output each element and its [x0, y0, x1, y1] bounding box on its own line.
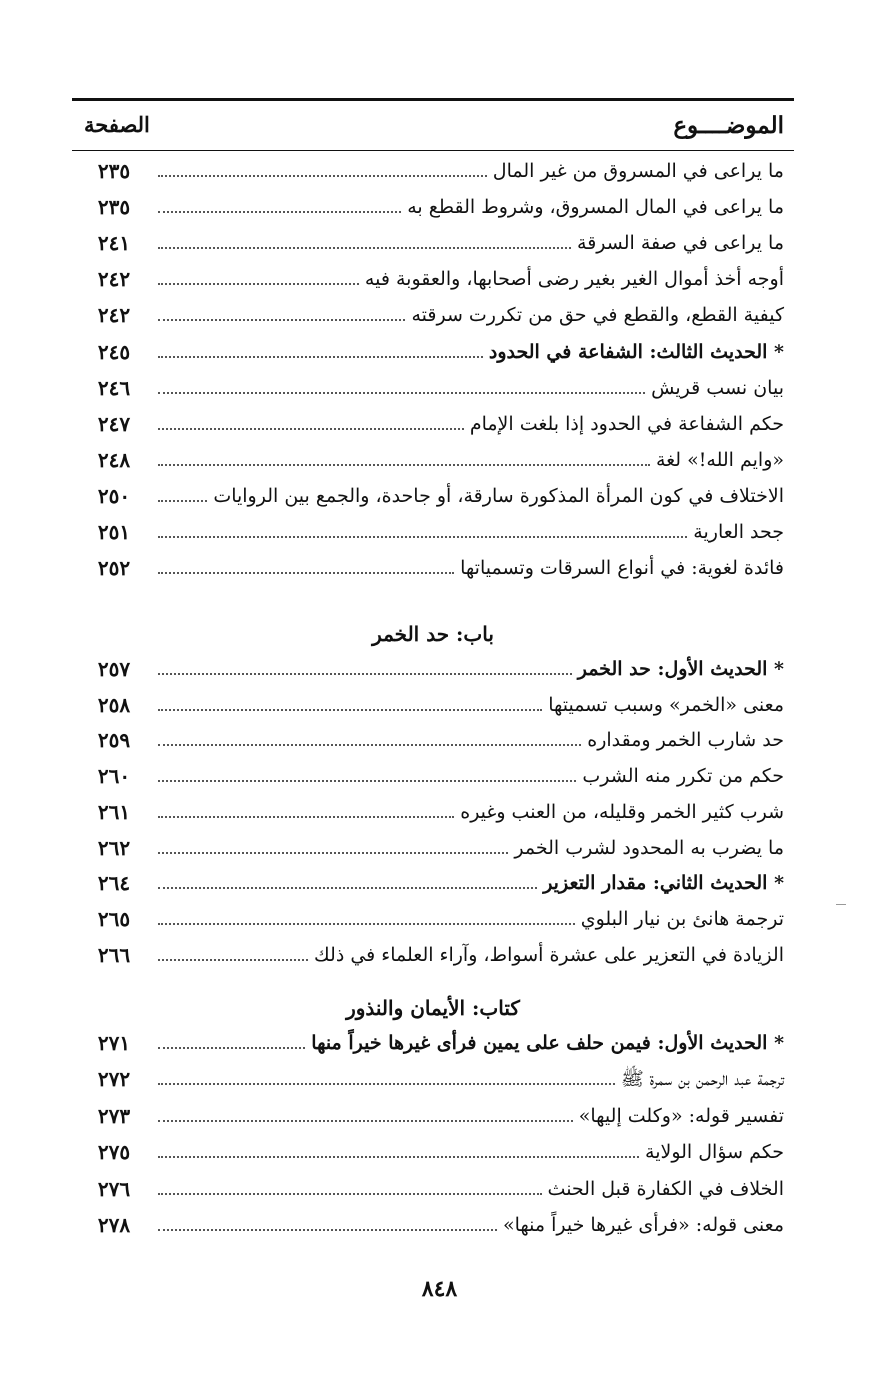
toc-page-number: ٢٧٦: [97, 1176, 131, 1201]
toc-row: [72, 1063, 794, 1097]
toc-entry-title: * الحديث الأول: فيمن حلف على يمين فرأى غيرها خيراً منها: [311, 1032, 784, 1054]
toc-entry-title: جحد العارية: [693, 521, 784, 543]
toc-page-number: ٢٧٨: [97, 1213, 131, 1237]
header-bottom-rule: [72, 150, 794, 151]
toc-row: [72, 336, 794, 370]
toc-entry-title: حكم من تكرر منه الشرب: [582, 765, 784, 788]
toc-entry: [152, 265, 784, 290]
margin-mark: [836, 904, 846, 905]
toc-page-number: ٢٧٢: [97, 1067, 131, 1092]
toc-page-number: ٢٣٥: [97, 159, 131, 183]
dot-leader: [158, 1029, 305, 1049]
toc-entry: [152, 446, 784, 471]
toc-row: [72, 408, 794, 442]
topic-column-heading: الموضــــوع: [673, 112, 784, 139]
toc-entry: [152, 941, 784, 966]
toc-entry-title: حكم الشفاعة في الحدود إذا بلغت الإمام: [469, 412, 784, 435]
toc-entry-title: حد شارب الخمر ومقداره: [587, 729, 784, 752]
toc-page-number: ٢٥٩: [97, 728, 131, 753]
toc-row: [72, 832, 794, 866]
dot-leader: [158, 265, 359, 285]
toc-entry-title: ما يراعى في المسروق من غير المال: [492, 160, 784, 182]
toc-page-number: ٢٤٢: [97, 303, 131, 328]
toc-entry-title: كيفية القطع، والقطع في حق من تكررت سرقته: [411, 304, 784, 327]
toc-entry: [152, 1029, 784, 1054]
toc-row: [72, 372, 794, 406]
toc-entry: [152, 338, 784, 363]
dot-leader: [158, 1211, 497, 1231]
toc-row: [72, 760, 794, 794]
section-heading-aymaan: كتاب: الأيمان والنذور: [346, 996, 520, 1020]
toc-entry-title: * الحديث الأول: حد الخمر: [577, 658, 784, 680]
dot-leader: [158, 157, 487, 177]
toc-row: [72, 516, 794, 550]
page-number: ٨٤٨: [421, 1276, 458, 1302]
dot-leader: [158, 374, 645, 394]
dot-leader: [158, 762, 576, 782]
toc-page-number: ٢٥١: [97, 520, 131, 544]
toc-entry-title: حكم سؤال الولاية: [645, 1141, 784, 1164]
toc-entry: [152, 905, 784, 930]
dot-leader: [158, 554, 454, 574]
toc-entry-title: ما يراعى في صفة السرقة: [577, 232, 784, 255]
toc-entry: [152, 482, 784, 507]
header-top-rule: [72, 98, 794, 101]
toc-page-number: ٢٦٤: [97, 871, 131, 896]
toc-row: [72, 155, 794, 189]
toc-entry-title: معنى «الخمر» وسبب تسميتها: [548, 693, 784, 716]
toc-page-number: ٢٥٨: [97, 692, 131, 717]
toc-entry: [152, 410, 784, 435]
toc-row: [72, 653, 794, 687]
toc-entry-title: الاختلاف في كون المرأة المذكورة سارقة، أو جاحدة، والجمع بين الروايات: [213, 484, 784, 507]
toc-entry-title: ترجمة عبد الرحمن بن سمرة ﷺ: [620, 1068, 784, 1091]
toc-entry: [152, 762, 784, 787]
toc-row: [72, 480, 794, 514]
toc-page-number: ٢٦٠: [97, 764, 131, 789]
toc-entry: [152, 834, 784, 859]
toc-page-number: ٢٥٠: [97, 483, 131, 508]
section-heading-khamr: باب: حد الخمر: [372, 622, 494, 646]
toc-entry-title: أوجه أخذ أموال الغير بغير رضى أصحابها، والعقوبة فيه: [364, 268, 784, 291]
toc-row: [72, 689, 794, 723]
dot-leader: [158, 446, 650, 466]
toc-page-number: ٢٧٥: [97, 1140, 131, 1165]
toc-page-number: ٢٥٧: [97, 657, 131, 681]
toc-page-number: ٢٦٥: [97, 906, 131, 931]
dot-leader: [158, 798, 454, 818]
toc-row: [72, 444, 794, 478]
toc-entry: [152, 374, 784, 399]
toc-entry: [152, 798, 784, 823]
toc-entry-title: الزيادة في التعزير على عشرة أسواط، وآراء العلماء في ذلك: [314, 943, 784, 966]
toc-row: [72, 1100, 794, 1134]
toc-entry-title: الخلاف في الكفارة قبل الحنث: [547, 1177, 784, 1200]
dot-leader: [158, 1175, 542, 1195]
toc-entry: [152, 655, 784, 680]
toc-entry: [152, 518, 784, 543]
toc-entry: [152, 157, 784, 182]
toc-row: [72, 552, 794, 586]
dot-leader: [158, 482, 207, 502]
toc-row: [72, 1173, 794, 1207]
toc-entry: [152, 301, 784, 326]
dot-leader: [158, 941, 308, 961]
toc-entry: [152, 554, 784, 579]
toc-entry-title: ترجمة هانئ بن نيار البلوي: [580, 907, 784, 930]
toc-page-number: ٢٤٥: [97, 339, 131, 364]
toc-row: [72, 724, 794, 758]
toc-entry-title: ما يراعى في المال المسروق، وشروط القطع به: [407, 196, 784, 219]
toc-row: [72, 903, 794, 937]
toc-entry: [152, 1065, 784, 1095]
toc-page-number: ٢٣٥: [97, 195, 131, 220]
toc-entry-title: * الحديث الثاني: مقدار التعزير: [543, 872, 784, 895]
dot-leader: [158, 338, 483, 358]
dot-leader: [158, 655, 572, 675]
dot-leader: [158, 410, 464, 430]
toc-page-number: ٢٦١: [97, 799, 131, 824]
dot-leader: [158, 1065, 615, 1085]
dot-leader: [158, 518, 687, 538]
toc-page-number: ٢٤٦: [97, 375, 131, 400]
toc-row: [72, 1209, 794, 1243]
dot-leader: [158, 229, 571, 249]
page-column-heading: الصفحة: [84, 112, 150, 137]
toc-entry-title: شرب كثير الخمر وقليله، من العنب وغيره: [460, 800, 784, 823]
toc-entry-title: * الحديث الثالث: الشفاعة في الحدود: [488, 340, 784, 363]
toc-entry: [152, 1175, 784, 1200]
toc-page-number: ٢٤٨: [97, 447, 131, 472]
toc-row: [72, 191, 794, 225]
toc-page-number: ٢٦٦: [97, 942, 131, 967]
toc-row: [72, 263, 794, 297]
toc-entry-title: «وايم الله!» لغة: [655, 448, 784, 471]
toc-page-number: ٢٥٢: [97, 556, 131, 581]
toc-entry: [152, 193, 784, 218]
toc-row: [72, 227, 794, 261]
toc-entry: [152, 691, 784, 716]
toc-entry: [152, 229, 784, 254]
toc-entry: [152, 1138, 784, 1163]
dot-leader: [158, 869, 537, 889]
toc-entry-title: بيان نسب قريش: [651, 376, 784, 399]
toc-entry: [152, 1211, 784, 1236]
toc-page-number: ٢٦٢: [97, 835, 131, 860]
toc-row: [72, 1027, 794, 1061]
dot-leader: [158, 691, 542, 711]
toc-entry-title: فائدة لغوية: في أنواع السرقات وتسمياتها: [460, 557, 784, 580]
dot-leader: [158, 1138, 639, 1158]
toc-entry: [152, 1102, 784, 1127]
dot-leader: [158, 726, 581, 746]
toc-page-number: ٢٤٢: [97, 267, 131, 292]
toc-entry: [152, 726, 784, 751]
dot-leader: [158, 834, 508, 854]
toc-row: [72, 867, 794, 901]
toc-page-number: ٢٤٧: [97, 411, 131, 436]
toc-entry-title: ما يضرب به المحدود لشرب الخمر: [514, 836, 784, 859]
dot-leader: [158, 301, 405, 321]
toc-entry-title: معنى قوله: «فرأى غيرها خيراً منها»: [502, 1214, 784, 1236]
toc-page-number: ٢٤١: [97, 231, 131, 256]
toc-row: [72, 299, 794, 333]
toc-entry: [152, 869, 784, 894]
toc-page-number: ٢٧١: [97, 1031, 131, 1055]
toc-header: [72, 104, 794, 148]
toc-entry-title: تفسير قوله: «وكلت إليها»: [578, 1104, 784, 1127]
dot-leader: [158, 905, 575, 925]
dot-leader: [158, 1102, 573, 1122]
toc-row: [72, 939, 794, 973]
toc-page-number: ٢٧٣: [97, 1103, 131, 1128]
toc-row: [72, 1136, 794, 1170]
dot-leader: [158, 193, 401, 213]
toc-row: [72, 796, 794, 830]
